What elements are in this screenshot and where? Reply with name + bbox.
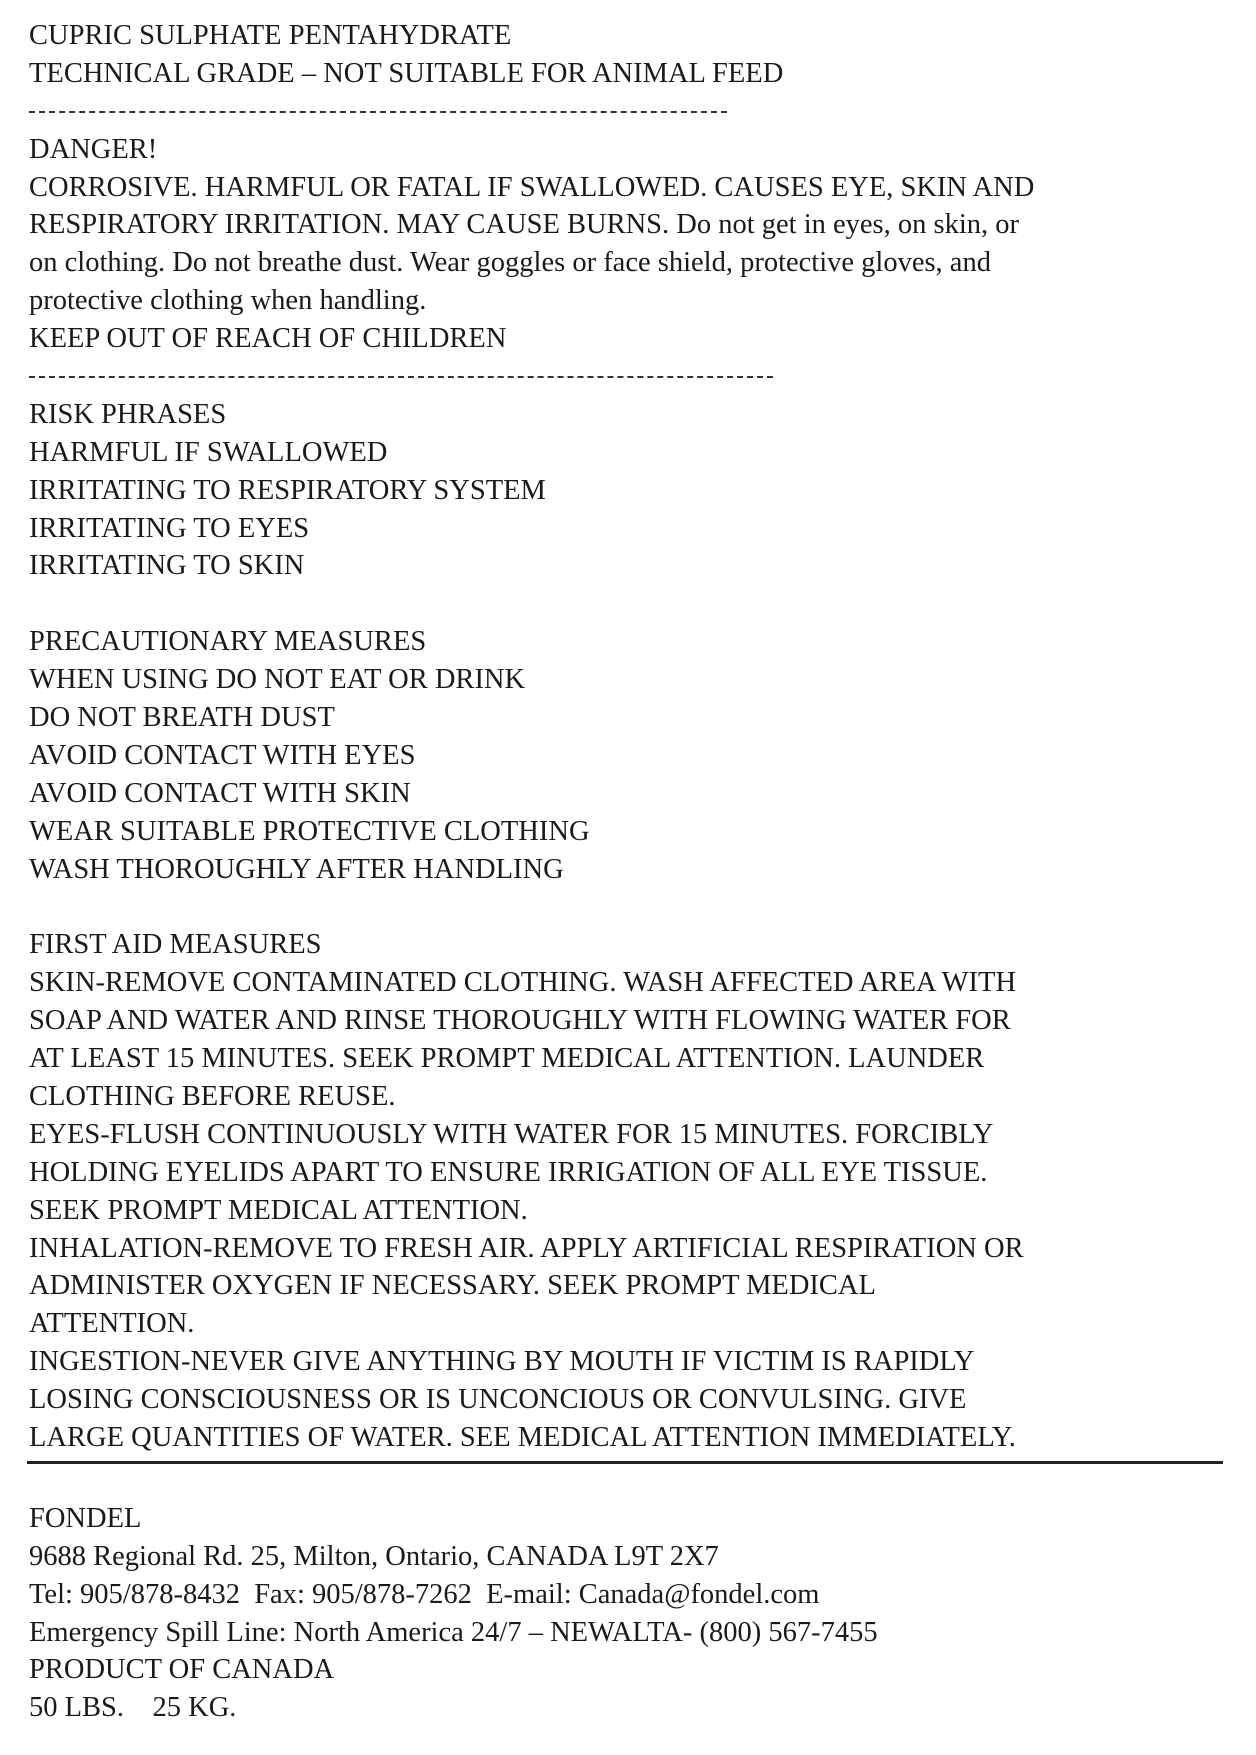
first-aid-line: SKIN-REMOVE CONTAMINATED CLOTHING. WASH AFFECTED AREA WITH — [29, 967, 1017, 999]
precautions-heading: PRECAUTIONARY MEASURES — [29, 626, 427, 658]
company-address: 9688 Regional Rd. 25, Milton, Ontario, CANADA L9T 2X7 — [29, 1540, 719, 1572]
first-aid-text — [29, 964, 1239, 1457]
danger-text — [29, 169, 1239, 321]
product-origin: PRODUCT OF CANADA — [29, 1654, 335, 1686]
dashed-divider — [29, 93, 1239, 131]
precaution-item: WASH THOROUGHLY AFTER HANDLING — [29, 853, 564, 885]
precautions-list — [29, 661, 1239, 888]
package-weight: 50 LBS. 25 KG. — [29, 1692, 237, 1724]
risk-phrase: IRRITATING TO SKIN — [29, 550, 305, 582]
danger-line: RESPIRATORY IRRITATION. MAY CAUSE BURNS. Do not get in eyes, on skin, or — [29, 209, 1020, 241]
first-aid-line: INHALATION-REMOVE TO FRESH AIR. APPLY ARTIFICIAL RESPIRATION OR — [29, 1232, 1024, 1264]
first-aid-line: LARGE QUANTITIES OF WATER. SEE MEDICAL ATTENTION IMMEDIATELY. — [29, 1421, 1016, 1453]
precaution-item: WEAR SUITABLE PROTECTIVE CLOTHING — [29, 815, 590, 847]
company-name: FONDEL — [29, 1502, 142, 1534]
emergency-line: Emergency Spill Line: North America 24/7 – NEWALTA- (800) 567-7455 — [29, 1616, 878, 1648]
first-aid-line: INGESTION-NEVER GIVE ANYTHING BY MOUTH IF VICTIM IS RAPIDLY — [29, 1346, 975, 1378]
first-aid-line: SOAP AND WATER AND RINSE THOROUGHLY WITH FLOWING WATER FOR — [29, 1005, 1011, 1037]
product-title: CUPRIC SULPHATE PENTAHYDRATE — [29, 20, 512, 51]
first-aid-line: EYES-FLUSH CONTINUOUSLY WITH WATER FOR 15 MINUTES. FORCIBLY — [29, 1118, 994, 1150]
manufacturer-info — [29, 1500, 1239, 1727]
first-aid-line: AT LEAST 15 MINUTES. SEEK PROMPT MEDICAL ATTENTION. LAUNDER — [29, 1043, 985, 1075]
label-document — [29, 17, 1239, 1727]
first-aid-line: SEEK PROMPT MEDICAL ATTENTION. — [29, 1194, 528, 1226]
first-aid-line: CLOTHING BEFORE REUSE. — [29, 1080, 396, 1112]
precaution-item: DO NOT BREATH DUST — [29, 702, 335, 734]
risk-phrase: HARMFUL IF SWALLOWED — [29, 436, 388, 468]
danger-line: protective clothing when handling. — [29, 285, 427, 317]
first-aid-heading: FIRST AID MEASURES — [29, 929, 322, 961]
precaution-item: WHEN USING DO NOT EAT OR DRINK — [29, 664, 526, 696]
dashed-divider — [29, 358, 1239, 396]
first-aid-line: ADMINISTER OXYGEN IF NECESSARY. SEEK PROMPT MEDICAL — [29, 1270, 876, 1302]
horizontal-rule — [27, 1461, 1223, 1464]
danger-heading: DANGER! — [29, 133, 158, 165]
company-contact: Tel: 905/878-8432 Fax: 905/878-7262 E-mail: Canada@fondel.com — [29, 1578, 820, 1610]
precaution-item: AVOID CONTACT WITH SKIN — [29, 777, 411, 809]
risk-phrase: IRRITATING TO EYES — [29, 512, 310, 544]
danger-line: CORROSIVE. HARMFUL OR FATAL IF SWALLOWED. CAUSES EYE, SKIN AND — [29, 171, 1035, 203]
product-grade: TECHNICAL GRADE – NOT SUITABLE FOR ANIMAL FEED — [29, 57, 784, 89]
risk-phrase: IRRITATING TO RESPIRATORY SYSTEM — [29, 474, 546, 506]
risk-list — [29, 434, 1239, 586]
first-aid-line: ATTENTION. — [29, 1308, 195, 1340]
first-aid-line: LOSING CONSCIOUSNESS OR IS UNCONCIOUS OR CONVULSING. GIVE — [29, 1384, 967, 1416]
first-aid-line: HOLDING EYELIDS APART TO ENSURE IRRIGATION OF ALL EYE TISSUE. — [29, 1156, 988, 1188]
precaution-item: AVOID CONTACT WITH EYES — [29, 739, 416, 771]
danger-line: on clothing. Do not breathe dust. Wear goggles or face shield, protective gloves, and — [29, 247, 991, 279]
risk-heading: RISK PHRASES — [29, 398, 227, 430]
children-warning: KEEP OUT OF REACH OF CHILDREN — [29, 323, 507, 355]
